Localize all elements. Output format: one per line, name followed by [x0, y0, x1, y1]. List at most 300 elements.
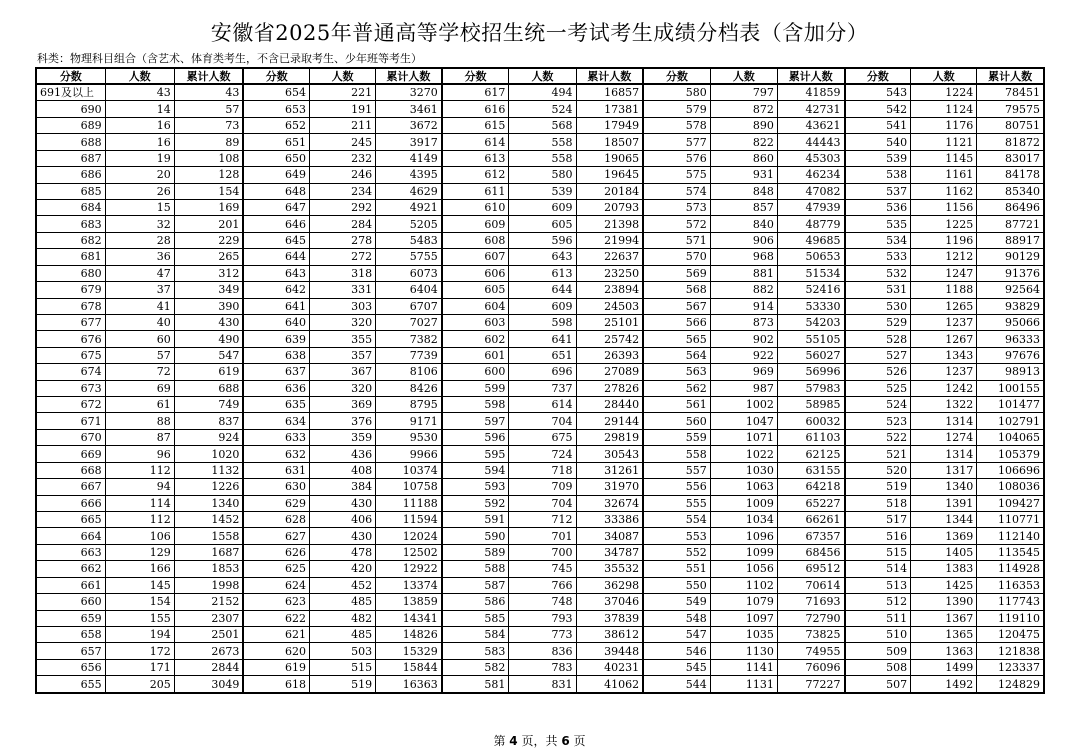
table-cell: 588	[442, 561, 509, 577]
table-cell: 680	[36, 265, 105, 281]
table-cell: 609	[442, 216, 509, 232]
table-cell: 172	[105, 643, 174, 659]
table-cell: 576	[643, 150, 710, 166]
table-cell: 72790	[777, 610, 844, 626]
table-cell: 108	[174, 150, 243, 166]
table-cell: 494	[509, 84, 576, 101]
table-cell: 65227	[777, 495, 844, 511]
table-cell: 32674	[576, 495, 643, 511]
table-cell: 529	[845, 314, 911, 330]
table-cell: 559	[643, 429, 710, 445]
table-cell: 644	[243, 249, 309, 265]
table-cell: 589	[442, 544, 509, 560]
table-cell: 245	[310, 134, 376, 150]
column-header: 人数	[105, 68, 174, 84]
table-cell: 86496	[977, 200, 1044, 216]
table-cell: 822	[710, 134, 777, 150]
table-cell: 872	[710, 101, 777, 117]
table-cell: 64218	[777, 479, 844, 495]
table-cell: 20	[105, 167, 174, 183]
table-cell: 640	[243, 314, 309, 330]
table-cell: 641	[509, 331, 576, 347]
table-cell: 914	[710, 298, 777, 314]
table-cell: 540	[845, 134, 911, 150]
table-cell: 1212	[911, 249, 977, 265]
table-cell: 129	[105, 544, 174, 560]
table-cell: 508	[845, 659, 911, 675]
table-cell: 575	[643, 167, 710, 183]
table-cell: 594	[442, 462, 509, 478]
table-cell: 1047	[710, 413, 777, 429]
table-cell: 568	[643, 282, 710, 298]
table-cell: 572	[643, 216, 710, 232]
table-cell: 23250	[576, 265, 643, 281]
table-row	[36, 594, 1044, 610]
table-row	[36, 495, 1044, 511]
table-cell: 700	[509, 544, 576, 560]
table-cell: 331	[310, 282, 376, 298]
table-cell: 890	[710, 117, 777, 133]
table-cell: 619	[243, 659, 309, 675]
table-cell: 1367	[911, 610, 977, 626]
table-cell: 1369	[911, 528, 977, 544]
table-cell: 639	[243, 331, 309, 347]
table-cell: 670	[36, 429, 105, 445]
table-cell: 154	[105, 594, 174, 610]
table-cell: 7027	[376, 314, 442, 330]
table-cell: 622	[243, 610, 309, 626]
table-cell: 556	[643, 479, 710, 495]
table-cell: 43	[105, 84, 174, 101]
table-cell: 12922	[376, 561, 442, 577]
table-cell: 525	[845, 380, 911, 396]
table-cell: 547	[643, 626, 710, 642]
table-cell: 19065	[576, 150, 643, 166]
table-row	[36, 544, 1044, 560]
table-cell: 553	[643, 528, 710, 544]
table-cell: 121838	[977, 643, 1044, 659]
table-cell: 580	[509, 167, 576, 183]
table-cell: 110771	[977, 512, 1044, 528]
table-cell: 7739	[376, 347, 442, 363]
table-cell: 96333	[977, 331, 1044, 347]
table-cell: 526	[845, 364, 911, 380]
table-cell: 19645	[576, 167, 643, 183]
table-cell: 1162	[911, 183, 977, 199]
table-cell: 30543	[576, 446, 643, 462]
table-cell: 567	[643, 298, 710, 314]
table-cell: 33386	[576, 512, 643, 528]
table-cell: 661	[36, 577, 105, 593]
table-cell: 1390	[911, 594, 977, 610]
table-cell: 664	[36, 528, 105, 544]
table-cell: 624	[243, 577, 309, 593]
table-cell: 643	[243, 265, 309, 281]
table-cell: 490	[174, 331, 243, 347]
table-cell: 931	[710, 167, 777, 183]
table-cell: 534	[845, 232, 911, 248]
table-cell: 56996	[777, 364, 844, 380]
table-cell: 16363	[376, 676, 442, 693]
table-cell: 11594	[376, 512, 442, 528]
table-cell: 626	[243, 544, 309, 560]
table-cell: 6404	[376, 282, 442, 298]
table-row	[36, 397, 1044, 413]
table-cell: 1340	[911, 479, 977, 495]
table-cell: 521	[845, 446, 911, 462]
table-cell: 68456	[777, 544, 844, 560]
table-cell: 67357	[777, 528, 844, 544]
table-cell: 1322	[911, 397, 977, 413]
table-cell: 52416	[777, 282, 844, 298]
footer-suffix: 页	[573, 734, 586, 748]
table-cell: 797	[710, 84, 777, 101]
table-cell: 515	[310, 659, 376, 675]
table-cell: 516	[845, 528, 911, 544]
table-cell: 1022	[710, 446, 777, 462]
table-cell: 278	[310, 232, 376, 248]
table-cell: 724	[509, 446, 576, 462]
table-cell: 558	[509, 150, 576, 166]
table-cell: 582	[442, 659, 509, 675]
table-cell: 653	[243, 101, 309, 117]
table-cell: 566	[643, 314, 710, 330]
table-cell: 3049	[174, 676, 243, 693]
table-cell: 701	[509, 528, 576, 544]
table-cell: 548	[643, 610, 710, 626]
table-cell: 57	[174, 101, 243, 117]
table-cell: 1030	[710, 462, 777, 478]
score-distribution-table	[35, 67, 1045, 694]
table-cell: 565	[643, 331, 710, 347]
table-cell: 191	[310, 101, 376, 117]
table-cell: 98913	[977, 364, 1044, 380]
table-cell: 70614	[777, 577, 844, 593]
table-row	[36, 183, 1044, 199]
table-cell: 112	[105, 462, 174, 478]
table-cell: 2844	[174, 659, 243, 675]
table-cell: 54203	[777, 314, 844, 330]
table-cell: 367	[310, 364, 376, 380]
table-cell: 650	[243, 150, 309, 166]
table-cell: 45303	[777, 150, 844, 166]
table-cell: 783	[509, 659, 576, 675]
table-cell: 608	[442, 232, 509, 248]
table-row	[36, 626, 1044, 642]
table-cell: 17381	[576, 101, 643, 117]
table-cell: 66261	[777, 512, 844, 528]
table-cell: 569	[643, 265, 710, 281]
table-cell: 1009	[710, 495, 777, 511]
table-cell: 5483	[376, 232, 442, 248]
table-cell: 1035	[710, 626, 777, 642]
table-cell: 535	[845, 216, 911, 232]
table-cell: 88	[105, 413, 174, 429]
table-cell: 61	[105, 397, 174, 413]
table-cell: 1097	[710, 610, 777, 626]
table-cell: 906	[710, 232, 777, 248]
table-cell: 648	[243, 183, 309, 199]
table-cell: 92564	[977, 282, 1044, 298]
table-cell: 4149	[376, 150, 442, 166]
table-cell: 97676	[977, 347, 1044, 363]
table-header-row	[36, 68, 1044, 84]
table-cell: 9966	[376, 446, 442, 462]
table-cell: 643	[509, 249, 576, 265]
table-cell: 881	[710, 265, 777, 281]
table-cell: 26393	[576, 347, 643, 363]
table-cell: 48779	[777, 216, 844, 232]
table-cell: 591	[442, 512, 509, 528]
table-cell: 4395	[376, 167, 442, 183]
table-cell: 24503	[576, 298, 643, 314]
current-page-number: 4	[509, 734, 518, 748]
table-cell: 376	[310, 413, 376, 429]
table-cell: 32	[105, 216, 174, 232]
table-cell: 766	[509, 577, 576, 593]
table-cell: 1002	[710, 397, 777, 413]
table-cell: 655	[36, 676, 105, 693]
table-cell: 1363	[911, 643, 977, 659]
table-cell: 116353	[977, 577, 1044, 593]
table-cell: 645	[243, 232, 309, 248]
table-row	[36, 101, 1044, 117]
table-row	[36, 659, 1044, 675]
table-cell: 47	[105, 265, 174, 281]
table-cell: 312	[174, 265, 243, 281]
table-cell: 1224	[911, 84, 977, 101]
table-cell: 542	[845, 101, 911, 117]
table-cell: 737	[509, 380, 576, 396]
table-cell: 1099	[710, 544, 777, 560]
table-row	[36, 429, 1044, 445]
table-cell: 74955	[777, 643, 844, 659]
table-cell: 109427	[977, 495, 1044, 511]
table-cell: 359	[310, 429, 376, 445]
table-cell: 679	[36, 282, 105, 298]
table-cell: 37046	[576, 594, 643, 610]
table-cell: 656	[36, 659, 105, 675]
table-cell: 634	[243, 413, 309, 429]
table-cell: 265	[174, 249, 243, 265]
table-cell: 1247	[911, 265, 977, 281]
table-row	[36, 298, 1044, 314]
table-cell: 524	[845, 397, 911, 413]
table-cell: 860	[710, 150, 777, 166]
table-cell: 613	[442, 150, 509, 166]
table-cell: 580	[643, 84, 710, 101]
table-cell: 1079	[710, 594, 777, 610]
table-cell: 36298	[576, 577, 643, 593]
table-row	[36, 413, 1044, 429]
table-cell: 96	[105, 446, 174, 462]
table-row	[36, 380, 1044, 396]
table-cell: 318	[310, 265, 376, 281]
table-row	[36, 265, 1044, 281]
table-cell: 105379	[977, 446, 1044, 462]
table-cell: 570	[643, 249, 710, 265]
table-cell: 41	[105, 298, 174, 314]
table-cell: 12024	[376, 528, 442, 544]
table-cell: 511	[845, 610, 911, 626]
table-cell: 40231	[576, 659, 643, 675]
table-cell: 1188	[911, 282, 977, 298]
table-cell: 528	[845, 331, 911, 347]
table-cell: 88917	[977, 232, 1044, 248]
table-cell: 623	[243, 594, 309, 610]
table-cell: 1156	[911, 200, 977, 216]
table-cell: 22637	[576, 249, 643, 265]
table-cell: 43	[174, 84, 243, 101]
table-cell: 601	[442, 347, 509, 363]
table-cell: 510	[845, 626, 911, 642]
table-cell: 539	[509, 183, 576, 199]
table-cell: 9530	[376, 429, 442, 445]
table-row	[36, 446, 1044, 462]
table-cell: 1343	[911, 347, 977, 363]
table-cell: 561	[643, 397, 710, 413]
table-cell: 547	[174, 347, 243, 363]
table-cell: 15	[105, 200, 174, 216]
total-page-number: 6	[561, 734, 570, 748]
table-cell: 1056	[710, 561, 777, 577]
table-cell: 654	[243, 84, 309, 101]
table-cell: 657	[36, 643, 105, 659]
table-cell: 2307	[174, 610, 243, 626]
table-cell: 1391	[911, 495, 977, 511]
table-cell: 660	[36, 594, 105, 610]
table-cell: 35532	[576, 561, 643, 577]
table-row	[36, 216, 1044, 232]
table-cell: 11188	[376, 495, 442, 511]
table-cell: 1853	[174, 561, 243, 577]
table-cell: 512	[845, 594, 911, 610]
column-header: 累计人数	[174, 68, 243, 84]
table-cell: 112140	[977, 528, 1044, 544]
column-header: 分数	[36, 68, 105, 84]
table-cell: 28440	[576, 397, 643, 413]
table-cell: 641	[243, 298, 309, 314]
table-cell: 1314	[911, 413, 977, 429]
table-cell: 574	[643, 183, 710, 199]
column-header: 分数	[243, 68, 309, 84]
table-cell: 533	[845, 249, 911, 265]
column-header: 累计人数	[576, 68, 643, 84]
table-cell: 840	[710, 216, 777, 232]
table-cell: 564	[643, 347, 710, 363]
page-footer	[0, 732, 1079, 749]
table-cell: 194	[105, 626, 174, 642]
table-cell: 539	[845, 150, 911, 166]
table-cell: 541	[845, 117, 911, 133]
table-cell: 649	[243, 167, 309, 183]
table-cell: 357	[310, 347, 376, 363]
table-row	[36, 561, 1044, 577]
table-cell: 1344	[911, 512, 977, 528]
table-cell: 836	[509, 643, 576, 659]
table-cell: 1132	[174, 462, 243, 478]
table-cell: 522	[845, 429, 911, 445]
table-cell: 571	[643, 232, 710, 248]
table-cell: 678	[36, 298, 105, 314]
table-cell: 545	[643, 659, 710, 675]
table-cell: 21398	[576, 216, 643, 232]
table-cell: 667	[36, 479, 105, 495]
table-cell: 16	[105, 117, 174, 133]
table-cell: 108036	[977, 479, 1044, 495]
table-cell: 557	[643, 462, 710, 478]
table-cell: 87	[105, 429, 174, 445]
table-cell: 14341	[376, 610, 442, 626]
table-cell: 23894	[576, 282, 643, 298]
table-cell: 55105	[777, 331, 844, 347]
table-cell: 644	[509, 282, 576, 298]
table-cell: 607	[442, 249, 509, 265]
table-cell: 560	[643, 413, 710, 429]
table-cell: 205	[105, 676, 174, 693]
table-cell: 681	[36, 249, 105, 265]
table-cell: 527	[845, 347, 911, 363]
table-cell: 503	[310, 643, 376, 659]
table-cell: 633	[243, 429, 309, 445]
table-row	[36, 117, 1044, 133]
table-cell: 684	[36, 200, 105, 216]
column-header: 分数	[643, 68, 710, 84]
table-cell: 605	[509, 216, 576, 232]
table-cell: 646	[243, 216, 309, 232]
table-row	[36, 347, 1044, 363]
table-cell: 578	[643, 117, 710, 133]
table-cell: 95066	[977, 314, 1044, 330]
table-cell: 42731	[777, 101, 844, 117]
table-cell: 117743	[977, 594, 1044, 610]
table-cell: 718	[509, 462, 576, 478]
table-cell: 320	[310, 314, 376, 330]
table-cell: 599	[442, 380, 509, 396]
table-cell: 485	[310, 594, 376, 610]
table-cell: 46234	[777, 167, 844, 183]
table-cell: 1237	[911, 314, 977, 330]
table-row	[36, 200, 1044, 216]
table-cell: 20793	[576, 200, 643, 216]
table-cell: 482	[310, 610, 376, 626]
table-cell: 573	[643, 200, 710, 216]
table-cell: 629	[243, 495, 309, 511]
table-cell: 71693	[777, 594, 844, 610]
table-cell: 584	[442, 626, 509, 642]
table-cell: 577	[643, 134, 710, 150]
table-cell: 43621	[777, 117, 844, 133]
table-cell: 229	[174, 232, 243, 248]
table-cell: 169	[174, 200, 243, 216]
table-cell: 519	[310, 676, 376, 693]
table-cell: 430	[310, 495, 376, 511]
table-cell: 58985	[777, 397, 844, 413]
table-row	[36, 249, 1044, 265]
table-cell: 551	[643, 561, 710, 577]
table-cell: 408	[310, 462, 376, 478]
table-cell: 615	[442, 117, 509, 133]
table-cell: 620	[243, 643, 309, 659]
table-cell: 617	[442, 84, 509, 101]
table-cell: 355	[310, 331, 376, 347]
table-cell: 1063	[710, 479, 777, 495]
table-cell: 106	[105, 528, 174, 544]
table-cell: 57983	[777, 380, 844, 396]
table-cell: 606	[442, 265, 509, 281]
table-cell: 596	[442, 429, 509, 445]
table-cell: 609	[509, 200, 576, 216]
